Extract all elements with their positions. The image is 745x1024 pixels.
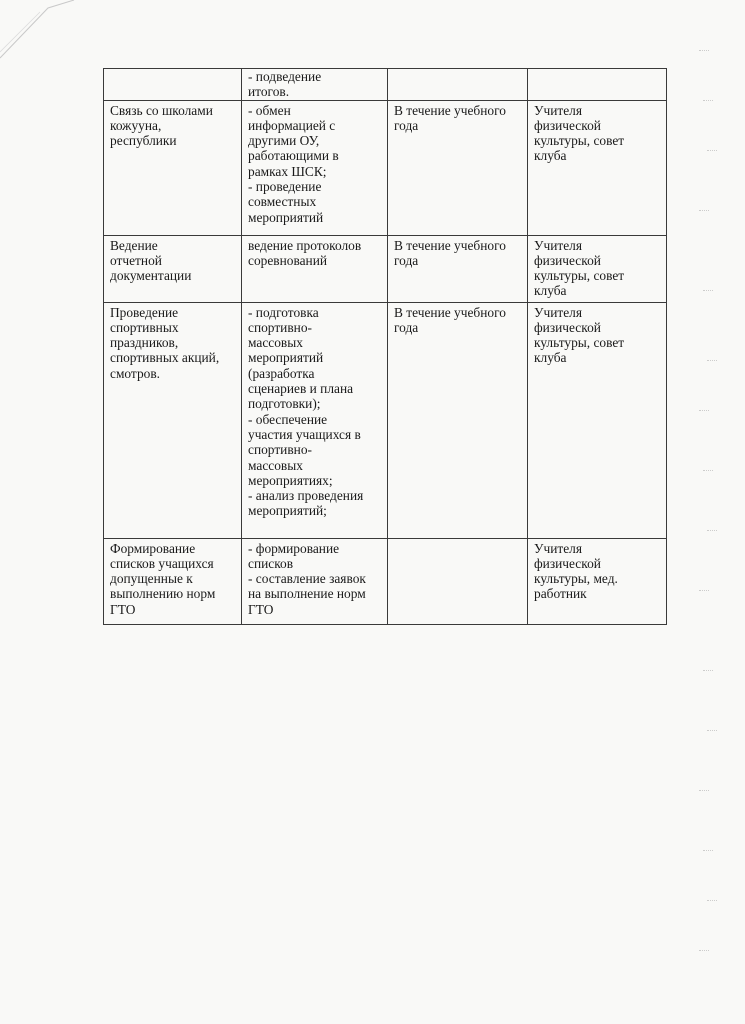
cell-responsible — [528, 538, 667, 624]
cell-content — [242, 100, 388, 235]
cell-text-line: - обеспечение — [248, 411, 328, 427]
cell-text-line: - подготовка — [248, 304, 319, 320]
cell-text-line: списков учащихся — [110, 555, 214, 571]
cell-content — [242, 302, 388, 538]
cell-text-line: мероприятиях; — [248, 472, 333, 488]
scan-speck — [707, 360, 717, 364]
cell-text-line: ГТО — [110, 601, 136, 617]
cell-text-line: культуры, совет — [534, 133, 625, 149]
cell-text-line: клуба — [534, 350, 567, 366]
scan-speck — [699, 790, 709, 794]
cell-time — [388, 69, 528, 101]
cell-text-line: другими ОУ, — [248, 133, 320, 149]
cell-event — [104, 69, 242, 101]
cell-text-line: смотров. — [110, 365, 161, 381]
cell-text-line: (разработка — [248, 365, 315, 381]
cell-text-line: республики — [110, 133, 177, 149]
scan-speck — [707, 900, 717, 904]
cell-text-line: спортивных акций, — [110, 350, 220, 366]
cell-text-line: мероприятий; — [248, 503, 327, 519]
cell-text-line: В течение учебного — [394, 102, 506, 118]
cell-text-line: - анализ проведения — [248, 488, 364, 504]
cell-text-line: культуры, мед. — [534, 571, 618, 587]
cell-responsible — [528, 100, 667, 235]
cell-text-line: - обмен — [248, 102, 291, 118]
cell-text-line: Учителя — [534, 237, 583, 253]
table-row — [104, 302, 667, 538]
scan-speck — [703, 470, 713, 474]
cell-text-line: отчетной — [110, 252, 162, 268]
cell-text-line: Формирование — [110, 540, 196, 556]
cell-text-line: праздников, — [110, 335, 179, 351]
cell-text-line: ведение протоколов — [248, 237, 362, 253]
cell-event — [104, 235, 242, 302]
cell-text-line: работник — [534, 586, 587, 602]
cell-text-line: клуба — [534, 148, 567, 164]
cell-time — [388, 538, 528, 624]
scan-speck — [703, 850, 713, 854]
cell-text-line: физической — [534, 252, 601, 268]
table-row — [104, 235, 667, 302]
cell-text-line: В течение учебного — [394, 237, 506, 253]
cell-text-line: Учителя — [534, 540, 583, 556]
plan-table-body — [104, 69, 667, 625]
cell-responsible — [528, 69, 667, 101]
table-row — [104, 100, 667, 235]
scan-speck — [703, 670, 713, 674]
plan-table — [103, 68, 667, 625]
table-row — [104, 69, 667, 101]
cell-time — [388, 100, 528, 235]
cell-text-line: года — [394, 252, 419, 268]
cell-text-line: года — [394, 117, 419, 133]
scan-speck — [703, 290, 713, 294]
cell-text-line: культуры, совет — [534, 268, 625, 284]
cell-responsible — [528, 235, 667, 302]
cell-event — [104, 302, 242, 538]
scan-speck — [707, 530, 717, 534]
cell-text-line: на выполнение норм — [248, 586, 366, 602]
cell-time — [388, 302, 528, 538]
cell-text-line: рамках ШСК; — [248, 163, 327, 179]
cell-text-line: кожууна, — [110, 117, 162, 133]
plan-table-container — [103, 68, 666, 625]
scan-speck — [707, 150, 717, 154]
cell-text-line: подготовки); — [248, 396, 321, 412]
cell-text-line: - подведение — [248, 69, 322, 84]
cell-text-line: итогов. — [248, 84, 290, 100]
cell-text-line: спортивно- — [248, 319, 312, 335]
scan-corner-mark — [0, 0, 90, 60]
cell-text-line: культуры, совет — [534, 335, 625, 351]
scan-speck — [699, 950, 709, 954]
cell-text-line: допущенные к — [110, 571, 193, 587]
cell-text-line: физической — [534, 117, 601, 133]
cell-text-line: физической — [534, 319, 601, 335]
cell-text-line: массовых — [248, 457, 303, 473]
cell-text-line: мероприятий — [248, 209, 324, 225]
table-row — [104, 538, 667, 624]
cell-text-line: - составление заявок — [248, 571, 366, 587]
cell-text-line: Ведение — [110, 237, 158, 253]
cell-text-line: - формирование — [248, 540, 340, 556]
cell-event — [104, 538, 242, 624]
cell-text-line: сценариев и плана — [248, 381, 354, 397]
scan-speck — [699, 590, 709, 594]
cell-time — [388, 235, 528, 302]
cell-text-line: соревнований — [248, 252, 328, 268]
cell-text-line: выполнению норм — [110, 586, 216, 602]
scan-speck — [707, 730, 717, 734]
cell-text-line: В течение учебного — [394, 304, 506, 320]
cell-text-line: Учителя — [534, 304, 583, 320]
cell-text-line: участия учащихся в — [248, 426, 361, 442]
scan-speck — [703, 100, 713, 104]
cell-text-line: совместных — [248, 194, 317, 210]
scan-speck — [699, 50, 709, 54]
cell-content — [242, 538, 388, 624]
cell-text-line: Учителя — [534, 102, 583, 118]
cell-content — [242, 69, 388, 101]
cell-text-line: работающими в — [248, 148, 339, 164]
cell-text-line: информацией с — [248, 117, 336, 133]
cell-text-line: - проведение — [248, 179, 322, 195]
scan-speck — [699, 210, 709, 214]
cell-content — [242, 235, 388, 302]
cell-text-line: спортивных — [110, 319, 179, 335]
cell-text-line: клуба — [534, 283, 567, 299]
scan-speck — [699, 410, 709, 414]
cell-text-line: ГТО — [248, 601, 274, 617]
cell-text-line: мероприятий — [248, 350, 324, 366]
cell-responsible — [528, 302, 667, 538]
cell-text-line: массовых — [248, 335, 303, 351]
cell-event — [104, 100, 242, 235]
cell-text-line: списков — [248, 555, 294, 571]
cell-text-line: Связь со школами — [110, 102, 213, 118]
cell-text-line: документации — [110, 268, 192, 284]
cell-text-line: Проведение — [110, 304, 179, 320]
cell-text-line: физической — [534, 555, 601, 571]
scan-margin-specks — [699, 30, 727, 990]
cell-text-line: спортивно- — [248, 442, 312, 458]
cell-text-line: года — [394, 319, 419, 335]
